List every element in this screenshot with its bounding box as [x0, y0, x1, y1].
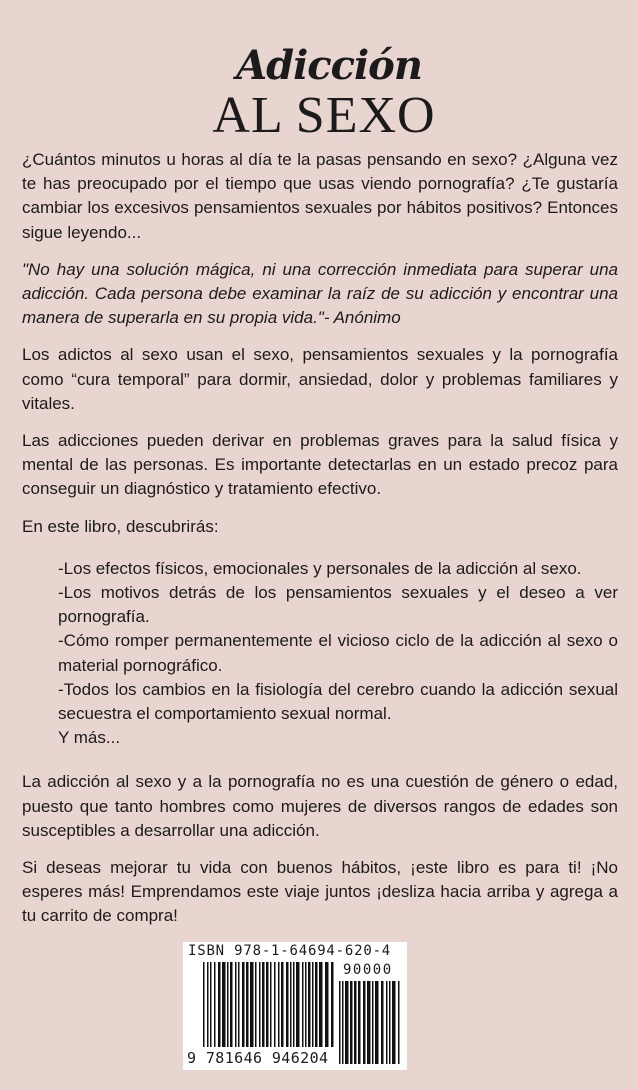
- barcode-bar: [345, 981, 349, 1064]
- barcode-bar: [266, 962, 269, 1047]
- barcode-bar: [278, 962, 280, 1047]
- barcode-bar: [308, 962, 311, 1047]
- barcode-bar: [305, 962, 307, 1047]
- barcode-bar: [238, 962, 240, 1047]
- paragraph-6: La adicción al sexo y a la pornografía no es una cuestión de género o edad, puesto que tanto hombres como mujeres de diversos rangos de edades son susceptibles a desarrollar una adicción.: [22, 772, 618, 840]
- barcode-bar: [354, 981, 357, 1064]
- list-item: Y más...: [58, 728, 121, 748]
- list-item: -Los efectos físicos, emocionales y personales de la adicción al sexo.: [58, 558, 582, 578]
- feature-list: [58, 557, 618, 751]
- paragraph-7: Si deseas mejorar tu vida con buenos hábitos, ¡este libro es para ti! ¡No esperes más! Emprendamos este viaje juntos ¡desliza hacia arriba y agrega a tu carrito de compra!: [22, 858, 618, 926]
- barcode-bar: [386, 981, 388, 1064]
- barcode-bar: [222, 962, 226, 1047]
- barcode-bar: [281, 962, 284, 1047]
- barcode-bar: [203, 962, 205, 1047]
- quote-paragraph: "No hay una solución mágica, ni una corrección inmediata para superar una adicción. Cada persona debe examinar la raíz de su adicción y encontrar una manera de superarla en su propia vida."- Anónimo: [22, 259, 618, 328]
- isbn-barcode: [183, 942, 407, 1070]
- barcode-bar: [381, 981, 384, 1064]
- barcode-bar: [363, 981, 366, 1064]
- intro-paragraph: ¿Cuántos minutos u horas al día te la pasas pensando en sexo? ¿Alguna vez te has preocupado por el tiempo que usas viendo pornografía? ¿Te gustaría cambiar los excesivos pensamientos sexuales por hábitos positivos? Entonces sigue leyendo...: [22, 150, 618, 242]
- barcode-bar: [339, 981, 341, 1064]
- barcode-bar: [250, 962, 254, 1047]
- barcode-bar: [350, 981, 353, 1064]
- barcode-bar: [392, 981, 396, 1064]
- title-main: AL SEXO: [212, 87, 436, 144]
- barcode-bar: [286, 962, 289, 1047]
- price-addon: 90000: [343, 961, 393, 978]
- barcode-bar: [218, 962, 221, 1047]
- barcode-bar: [296, 962, 300, 1047]
- paragraph-3: Los adictos al sexo usan el sexo, pensamientos sexuales y la pornografía como “cura temporal” para dormir, ansiedad, dolor y problemas familiares y vitales.: [22, 345, 618, 413]
- barcode-bar: [227, 962, 229, 1047]
- back-cover-text: [22, 148, 618, 1090]
- barcode-bar: [302, 962, 304, 1047]
- barcode-bar: [375, 981, 379, 1064]
- barcode-bar: [398, 981, 400, 1064]
- barcode-bar: [207, 962, 209, 1047]
- barcode-bar: [259, 962, 261, 1047]
- list-intro: En este libro, descubrirás:: [22, 516, 219, 536]
- title-script: Adicción: [236, 42, 422, 89]
- barcode-number: 9 781646 946204: [187, 1048, 329, 1067]
- barcode-bar: [230, 962, 233, 1047]
- barcode-bar: [315, 962, 318, 1047]
- barcode-bar: [325, 962, 329, 1047]
- barcode-bar: [331, 962, 334, 1047]
- barcode-bar: [372, 981, 374, 1064]
- barcode-bar: [342, 981, 344, 1064]
- barcode-bar: [270, 962, 272, 1047]
- barcode-bar: [312, 962, 314, 1047]
- barcode-bar: [367, 981, 371, 1064]
- list-item: -Los motivos detrás de los pensamientos sexuales y el deseo a ver pornografía.: [58, 583, 618, 627]
- barcode-bar: [262, 962, 265, 1047]
- isbn-text: ISBN 978-1-64694-620-4: [188, 942, 392, 959]
- barcode-bar: [319, 962, 323, 1047]
- list-item: -Todos los cambios en la fisiología del cerebro cuando la adicción sexual secuestra el comportamiento sexual normal.: [58, 679, 618, 724]
- barcode-bar: [293, 962, 295, 1047]
- barcode-bar: [358, 981, 361, 1064]
- barcode-bar: [214, 962, 216, 1047]
- barcode-bar: [255, 962, 257, 1047]
- barcode-bar: [235, 962, 237, 1047]
- barcode-bar: [242, 962, 245, 1047]
- barcode-bar: [290, 962, 292, 1047]
- barcode-area: [22, 942, 618, 1090]
- barcode-bar: [210, 962, 212, 1047]
- barcode-bar: [246, 962, 249, 1047]
- barcode-bar: [274, 962, 276, 1047]
- paragraph-4: Las adicciones pueden derivar en problemas graves para la salud física y mental de las personas. Es importante detectarlas en un estado precoz para conseguir un diagnóstico y tratamiento efectivo.: [22, 431, 618, 499]
- barcode-bar: [389, 981, 391, 1064]
- list-item: -Cómo romper permanentemente el vicioso ciclo de la adicción al sexo o material pornográfico.: [58, 631, 618, 675]
